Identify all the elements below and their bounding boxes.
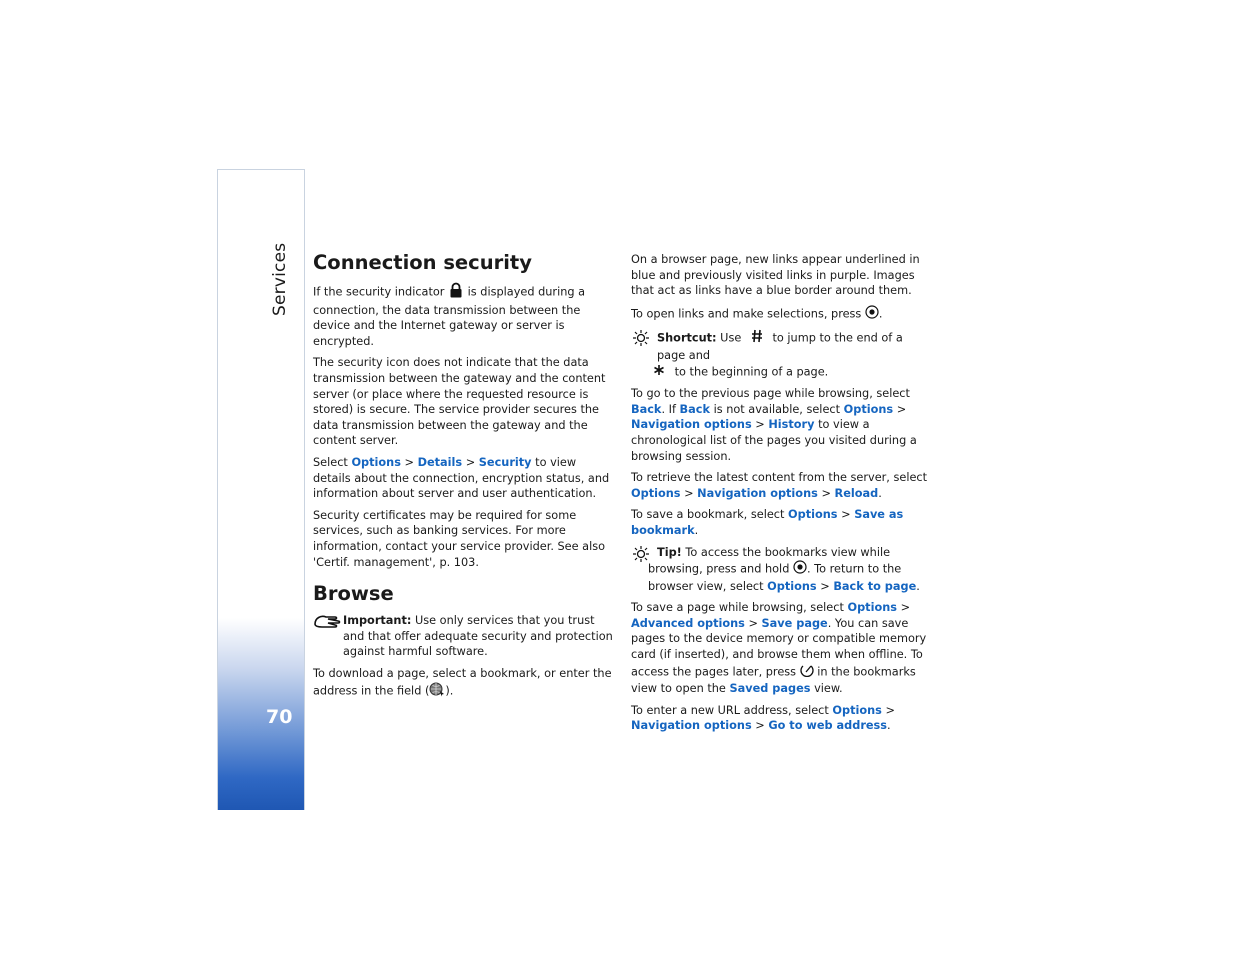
advanced-options-link: Advanced options [631, 616, 745, 630]
page-number: 70 [266, 706, 293, 728]
go-to-web-address-link: Go to web address [768, 719, 887, 733]
security-link: Security [478, 455, 532, 469]
separator: > [885, 703, 895, 717]
paragraph [313, 282, 613, 349]
options-link: Options [351, 455, 401, 469]
text: Use only services that you trust and that offer adequate security and protection against harmful software. [343, 614, 613, 659]
section-label: Services [270, 242, 290, 316]
options-link: Options [631, 486, 681, 500]
text: to view details about the connection, encryption status, and information about server and user authentication. [313, 455, 610, 501]
text: Select [313, 455, 348, 469]
text: view. [814, 682, 843, 696]
lightbulb-icon [631, 545, 651, 568]
text: To retrieve the latest content from the server, select [631, 471, 928, 485]
scroll-key-icon [865, 305, 879, 324]
right-column [631, 252, 931, 740]
text: is not available, select [713, 402, 841, 416]
text: To enter a new URL address, select [631, 703, 829, 717]
separator: > [684, 486, 694, 500]
text: to the beginning of a page. [674, 364, 829, 378]
paragraph: On a browser page, new links appear underlined in blue and previously visited links in purple. Images that act as links have a blue border around them. [631, 253, 920, 298]
heading-browse: Browse [313, 582, 394, 606]
star-key-icon [653, 364, 665, 381]
paragraph [313, 666, 613, 702]
text: To access the bookmarks view while browsing, press and hold [648, 545, 891, 576]
back-link: Back [631, 402, 662, 416]
separator: > [821, 486, 831, 500]
paragraph [631, 305, 931, 324]
separator: > [820, 579, 830, 593]
right-selection-key-icon [800, 663, 814, 682]
separator: > [755, 719, 765, 733]
details-link: Details [417, 455, 463, 469]
hand-icon [313, 613, 341, 636]
text: to jump to the end of a page and [657, 331, 903, 362]
text: To download a page, select a bookmark, or enter the address in the field ( [313, 666, 612, 698]
paragraph: Security certificates may be required for some services, such as banking services. For more information, contact your service provider. See also 'Certif. management', p. 103. [313, 508, 606, 569]
text: . [694, 523, 699, 537]
text: If the security indicator [313, 285, 445, 299]
options-link: Options [832, 703, 882, 717]
shortcut-note [631, 329, 931, 380]
shortcut-label: Shortcut: [657, 331, 717, 345]
navigation-options-link: Navigation options [631, 418, 752, 432]
navigation-options-link: Navigation options [697, 486, 818, 500]
separator: > [404, 455, 415, 469]
paragraph [631, 600, 931, 697]
scroll-key-icon [793, 560, 807, 579]
text: in the bookmarks view to open the [631, 664, 916, 696]
options-link: Options [847, 601, 897, 615]
options-link: Options [843, 402, 894, 416]
important-note [313, 613, 613, 660]
text: . To return to the browser view, select [648, 562, 902, 593]
tip-label: Tip! [657, 545, 682, 559]
navigation-options-link: Navigation options [631, 719, 752, 733]
globe-icon [429, 681, 445, 702]
text: . You can save pages to the device memory or compatible memory card (if inserted), and browse them when offline. To access the pages later, press [631, 616, 927, 678]
separator: > [465, 455, 476, 469]
paragraph [313, 455, 613, 502]
text: To save a bookmark, select [631, 508, 785, 522]
saved-pages-link: Saved pages [729, 682, 811, 696]
separator: > [841, 508, 851, 522]
important-label: Important: [343, 614, 412, 628]
text: . If [661, 402, 676, 416]
left-column [313, 251, 613, 708]
text: To go to the previous page while browsing, select [631, 387, 910, 401]
back-to-page-link: Back to page [833, 579, 917, 593]
paragraph [631, 470, 931, 501]
reload-link: Reload [834, 486, 879, 500]
text: to view a chronological list of the pages you visited during a browsing session. [631, 418, 917, 463]
options-link: Options [788, 508, 838, 522]
options-link: Options [767, 579, 817, 593]
text: . [916, 579, 920, 593]
text: is displayed during a connection, the data transmission between the device and the Internet gateway or server is encrypted. [313, 285, 586, 348]
lock-icon [448, 282, 464, 303]
paragraph [631, 507, 931, 538]
heading-connection-security: Connection security [313, 251, 532, 274]
text: . [887, 719, 891, 733]
text: ). [445, 684, 454, 698]
paragraph: The security icon does not indicate that the data transmission between the gateway and the content server (or place where the requested resource is stored) is secure. The service provider secures the data transmission between the gateway and the content server. [313, 356, 606, 448]
separator: > [755, 418, 765, 432]
save-page-link: Save page [761, 616, 828, 630]
save-as-bookmark-link: Save as bookmark [631, 508, 904, 537]
separator: > [900, 601, 911, 615]
text: . [878, 486, 882, 500]
hash-key-icon [751, 329, 763, 348]
text: Use [720, 331, 742, 345]
separator: > [896, 402, 907, 416]
paragraph [631, 703, 931, 734]
text: To save a page while browsing, select [631, 601, 844, 615]
lightbulb-icon [631, 329, 651, 352]
text: To open links and make selections, press [631, 307, 862, 321]
paragraph [631, 386, 931, 464]
tip-note [631, 545, 931, 595]
separator: > [748, 616, 758, 630]
text: . [878, 307, 883, 321]
back-link: Back [679, 402, 710, 416]
history-link: History [768, 418, 815, 432]
